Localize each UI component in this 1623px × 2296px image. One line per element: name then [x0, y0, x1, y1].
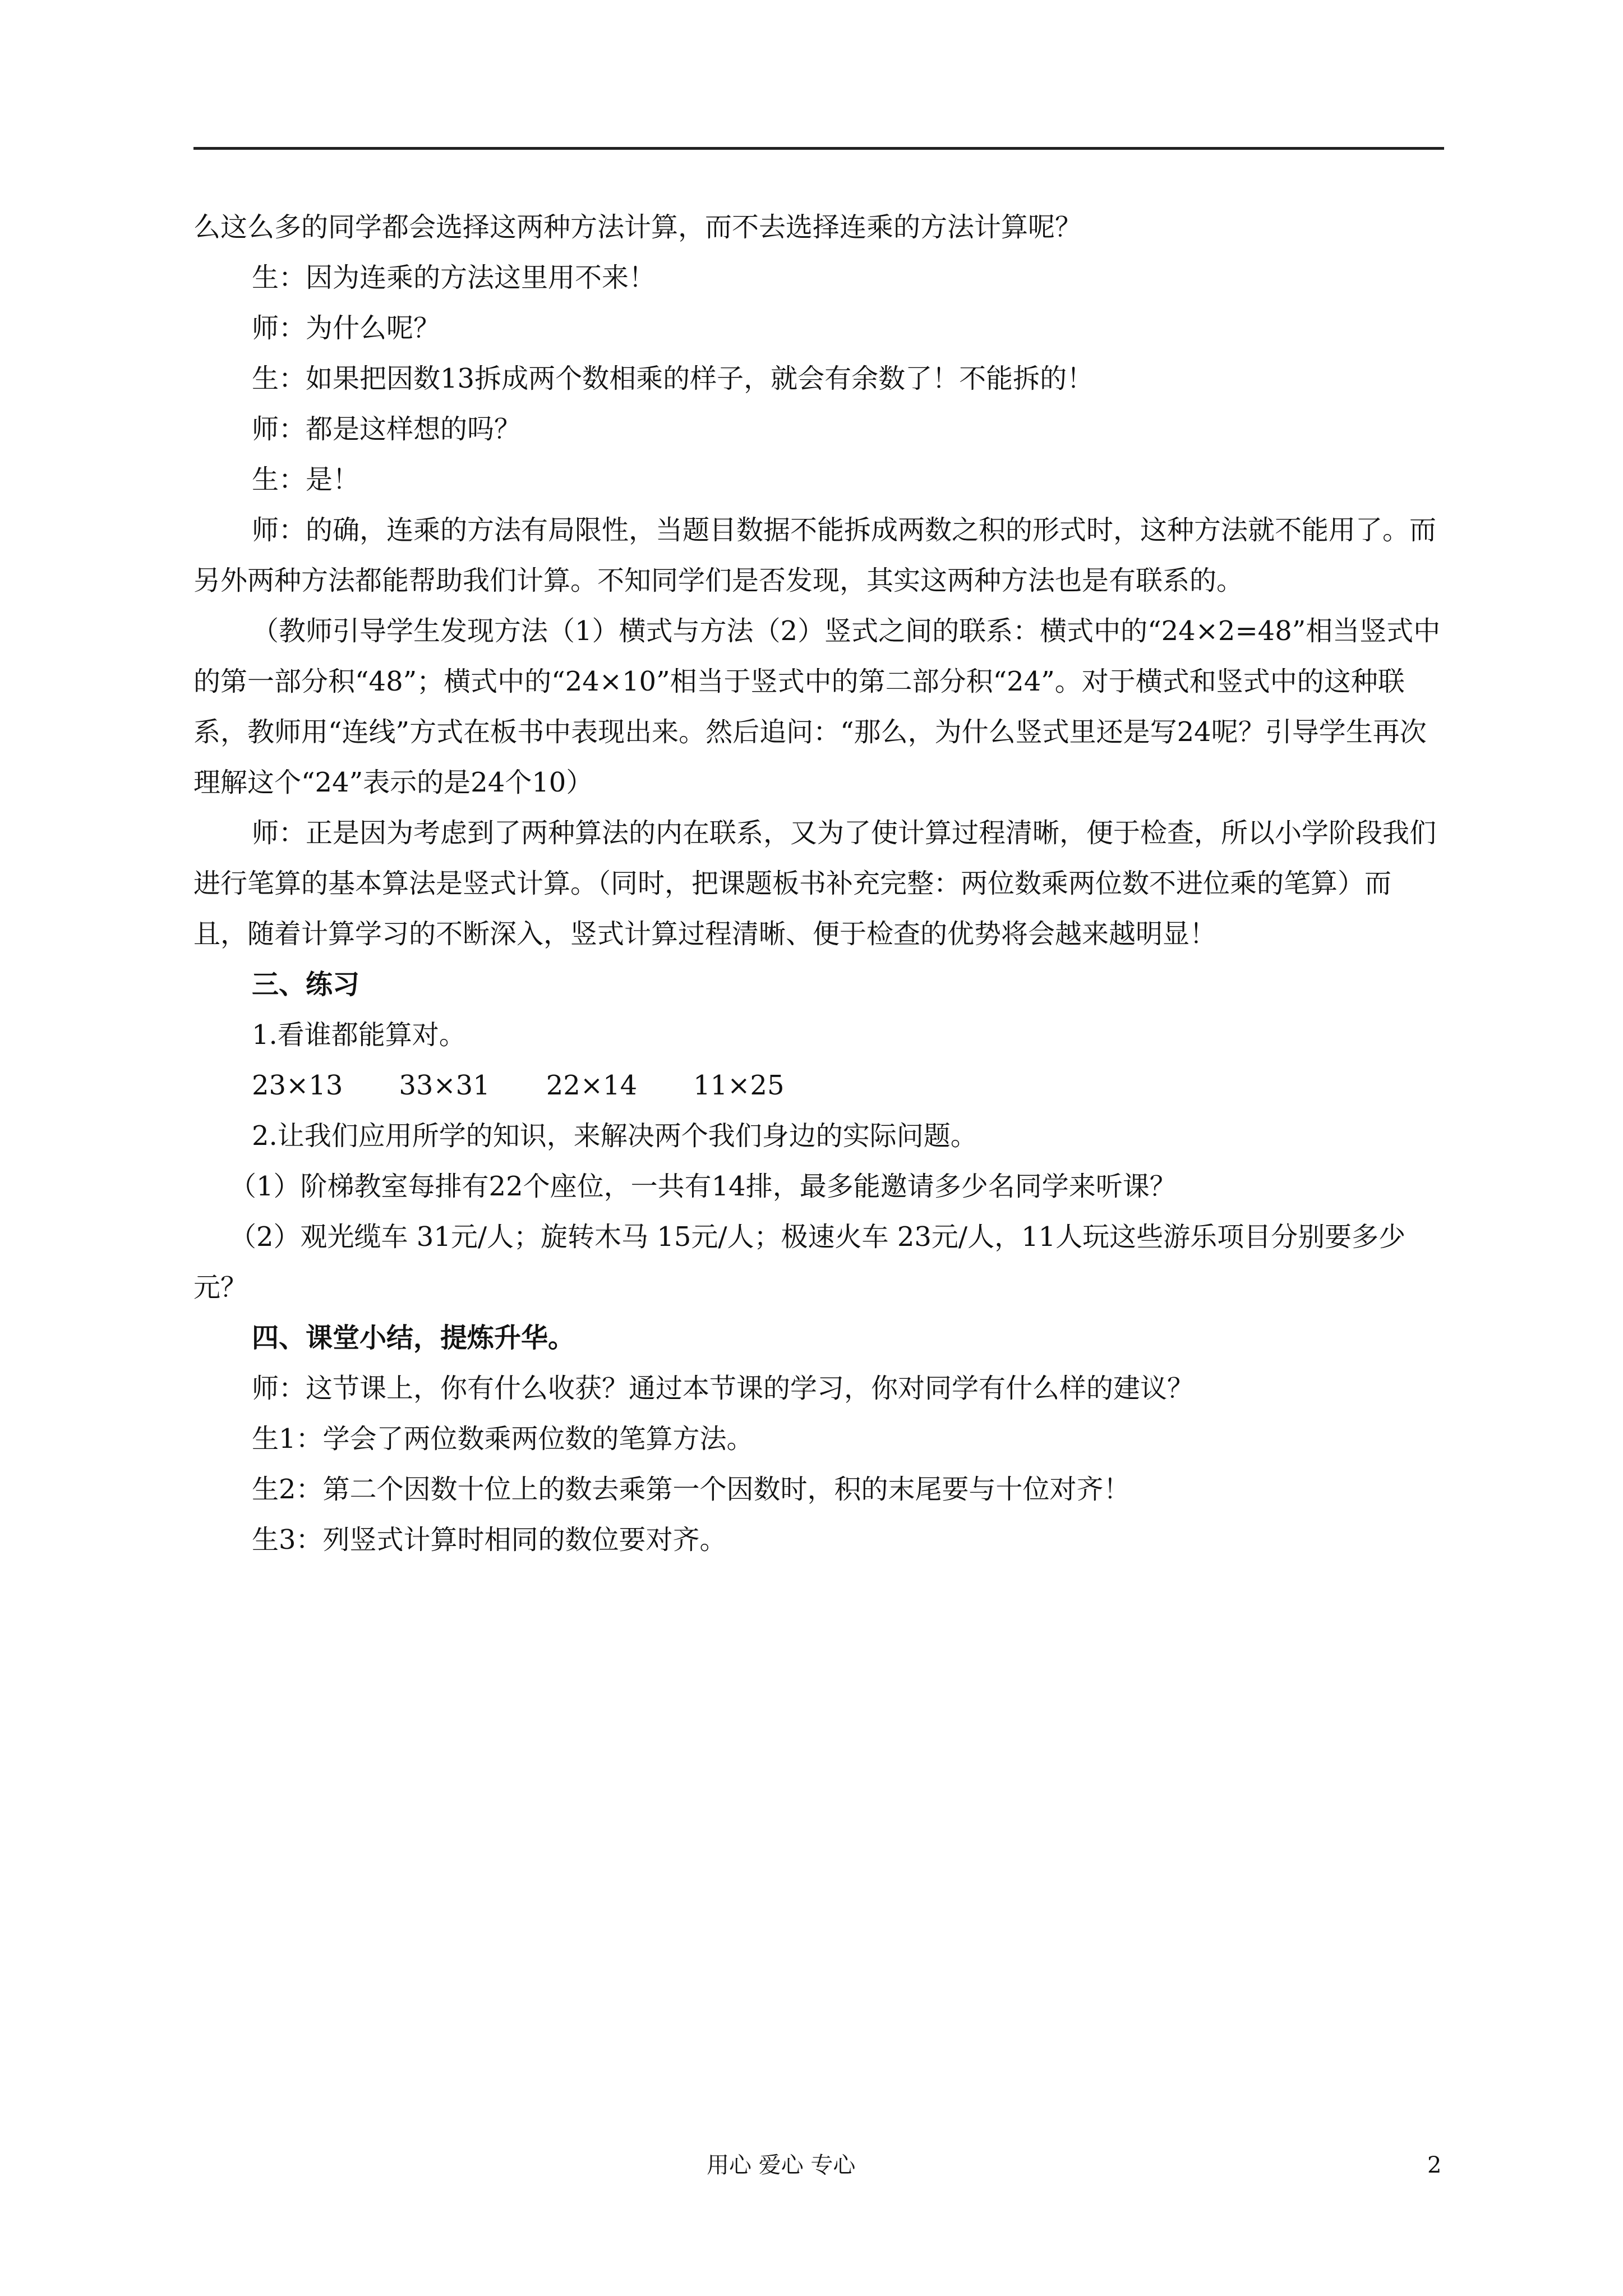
- exercise-expressions: [193, 1060, 1444, 1111]
- paragraph-group-after: [193, 1111, 1444, 1565]
- paragraph: （2）观光缆车 31元/人；旋转木马 15元/人；极速火车 23元/人，11人玩这些游乐项目分别要多少元？: [193, 1221, 1406, 1303]
- header-rule: [193, 147, 1444, 150]
- paragraph: （1）阶梯教室每排有22个座位，一共有14排，最多能邀请多少名同学来听课？: [229, 1171, 1177, 1202]
- paragraph: 师：为什么呢？: [252, 312, 441, 344]
- expression: 22×14: [546, 1070, 638, 1101]
- paragraph: 2.让我们应用所学的知识，来解决两个我们身边的实际问题。: [252, 1120, 978, 1152]
- paragraph: （教师引导学生发现方法（1）横式与方法（2）竖式之间的联系：横式中的“24×2=48”相当竖式中的第一部分积“48”；横式中的“24×10”相当于竖式中的第二部分积“24”。对于横式和竖式中的这种联系，教师用“连线”方式在板书中表现出来。然后追问：“那么，为什么竖式里还是写24呢？引导学生再次理解这个“24”表示的是24个10）: [193, 615, 1441, 798]
- paragraph: 1.看谁都能算对。: [252, 1019, 466, 1051]
- paragraph-group-main: [193, 202, 1444, 1060]
- expression: 33×31: [399, 1070, 490, 1101]
- paragraph: 师：都是这样想的吗？: [252, 413, 522, 445]
- expression: 11×25: [693, 1070, 785, 1101]
- footer-motto: 用心 爱心 专心: [707, 2152, 856, 2178]
- expression: 23×13: [252, 1070, 343, 1101]
- page-footer: [0, 2148, 1623, 2182]
- paragraph: 生：是！: [252, 464, 360, 495]
- page-number: 2: [1427, 2152, 1442, 2178]
- paragraph: 师：这节课上，你有什么收获？通过本节课的学习，你对同学有什么样的建议？: [252, 1373, 1195, 1404]
- paragraph: 生：如果把因数13拆成两个数相乘的样子，就会有余数了！不能拆的！: [252, 363, 1094, 394]
- document-body: [193, 202, 1444, 1565]
- paragraph: 生1：学会了两位数乘两位数的笔算方法。: [252, 1423, 754, 1455]
- paragraph: 师：的确，连乘的方法有局限性，当题目数据不能拆成两数之积的形式时，这种方法就不能用了。而另外两种方法都能帮助我们计算。不知同学们是否发现，其实这两种方法也是有联系的。: [193, 514, 1437, 596]
- section-heading-summary: 四、课堂小结，提炼升华。: [252, 1322, 575, 1354]
- paragraph: 生2：第二个因数十位上的数去乘第一个因数时，积的末尾要与十位对齐！: [252, 1474, 1131, 1505]
- paragraph: 生3：列竖式计算时相同的数位要对齐。: [252, 1524, 727, 1556]
- paragraph: 师：正是因为考虑到了两种算法的内在联系，又为了使计算过程清晰，便于检查，所以小学阶段我们进行笔算的基本算法是竖式计算。（同时，把课题板书补充完整：两位数乘两位数不进位乘的笔算）而且，随着计算学习的不断深入，竖式计算过程清晰、便于检查的优势将会越来越明显！: [193, 817, 1437, 950]
- section-heading-practice: 三、练习: [252, 969, 360, 1000]
- paragraph: 么这么多的同学都会选择这两种方法计算，而不去选择连乘的方法计算呢？: [193, 211, 1082, 243]
- paragraph: 生：因为连乘的方法这里用不来！: [252, 262, 656, 293]
